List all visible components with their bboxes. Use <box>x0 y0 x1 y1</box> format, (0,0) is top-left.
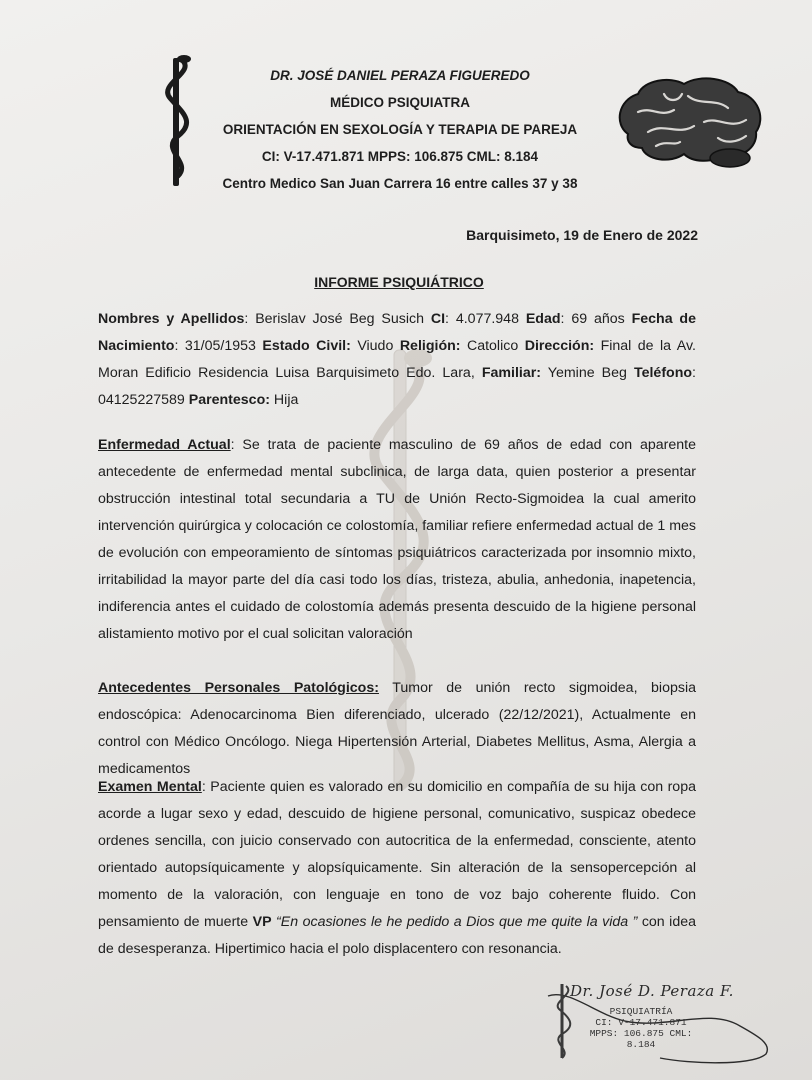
doctor-orientation: ORIENTACIÓN EN SEXOLOGÍA Y TERAPIA DE PAREJA <box>222 122 578 137</box>
patient-quote: “En ocasiones le he pedido a Dios que me quite la vida ” <box>276 914 638 930</box>
signature-stamp <box>540 978 780 1068</box>
report-date: Barquisimeto, 19 de Enero de 2022 <box>466 227 698 243</box>
label-ci: CI <box>430 311 446 327</box>
value-birth: 31/05/1953 <box>184 338 256 354</box>
mental-exam-text-end: con idea de desesperanza. Hipertimico hacia el polo displacentero con resonancia. <box>98 914 697 957</box>
mental-exam-label: Examen Mental <box>98 779 202 795</box>
label-address: Dirección: <box>524 338 595 354</box>
current-illness-section: Enfermedad Actual: Se trata de paciente masculino de 69 años de edad con aparente antecedente de enfermedad mental subclinica, de larga data, quien posterior a presentar obstrucción intestinal total secundaria a TU de Unión Recto-Sigmoidea la cual amerito intervención quirúrgica y colocación ce colostomía, familiar refiere enfermedad actual de 1 mes de evolución con empeoramiento de síntomas psiquiátricos caracterizada por insomnio mixto, irritabilidad la mayor parte del día casi todo los días, tristeza, abulia, anhedonia, inapetencia, indiferencia antes el cuidado de colostomía además presenta descuido de la higiene personal alistamiento motivo por el cual solicitan valoración <box>98 437 696 642</box>
value-phone: 04125227589 <box>98 392 185 408</box>
letterhead <box>200 62 600 197</box>
label-civil: Estado Civil: <box>262 338 351 354</box>
label-religion: Religión: <box>399 338 461 354</box>
current-illness-label: Enfermedad Actual <box>98 437 231 453</box>
label-birth: Fecha de Nacimiento <box>98 311 696 354</box>
doctor-name: DR. JOSÉ DANIEL PERAZA FIGUEREDO <box>270 68 530 83</box>
stamp-text <box>576 1006 706 1050</box>
report-title: INFORME PSIQUIÁTRICO <box>314 274 484 290</box>
value-family: Yemine Beg <box>547 365 627 381</box>
vp-label: VP <box>252 914 272 930</box>
value-ci: 4.077.948 <box>455 311 519 327</box>
value-address: Final de la Av. Moran Edificio Residencia Luisa Barquisimeto Edo. Lara <box>98 338 696 381</box>
mental-exam-section: Examen Mental: Paciente quien es valorado en su domicilio en compañía de su hija con ropa acorde a lugar sexo y edad, descuido de higiene personal, comunicativo, suspicaz obedece ordenes sencilla, con juicio conservado con autocritica de la enfermedad, consciente, atento orientado autopsíquicamente y alopsíquicamente. Sin alteración de la sensopercepción al momento de la valoración, con lenguaje en tono de voz bajo coherente fluido. Con pensamiento de muerte VP “En ocasiones le he pedido a Dios que me quite la vida ” con idea de desesperanza. Hipertimico hacia el polo displacentero con resonancia. <box>98 779 697 957</box>
label-relation: Parentesco: <box>188 392 270 408</box>
doctor-credentials: CI: V-17.471.871 MPPS: 106.875 CML: 8.184 <box>261 149 539 164</box>
patient-info: Nombres y Apellidos: Berislav José Beg Susich CI: 4.077.948 Edad: 69 años Fecha de Nacimiento: 31/05/1953 Estado Civil: Viudo Religión: Catolico Dirección: Final de la Av. Moran Edificio Residencia Luisa Barquisimeto Edo. Lara, Familiar: Yemine Beg Teléfono: 04125227589 Parentesco: Hija <box>98 311 696 408</box>
history-text: Tumor de unión recto sigmoidea, biopsia endoscópica: Adenocarcinoma Bien diferenciado, ulcerado (22/12/2021), Actualmente en control con Médico Oncólogo. Niega Hipertensión Arterial, Diabetes Mellitus, Asma, Alergia a medicamentos <box>98 680 697 777</box>
stamp-line-ci: CI: V-17.471.871 <box>595 1017 687 1028</box>
value-relation: Hija <box>273 392 299 408</box>
value-religion: Catolico <box>466 338 519 354</box>
brain-icon <box>608 72 768 172</box>
stamp-line-mpps: MPPS: 106.875 CML: 8.184 <box>589 1028 693 1050</box>
stamp-line-specialty: PSIQUIATRÍA <box>609 1006 673 1017</box>
value-names: Berislav José Beg Susich <box>255 311 424 327</box>
value-civil: Viudo <box>357 338 394 354</box>
clinic-address: Centro Medico San Juan Carrera 16 entre calles 37 y 38 <box>222 176 578 191</box>
current-illness-text: Se trata de paciente masculino de 69 años de edad con aparente antecedente de enfermedad mental subclinica, de larga data, quien posterior a presentar obstrucción intestinal total secundaria a TU de Unión Recto-Sigmoidea la cual amerito intervención quirúrgica y colocación ce colostomía, familiar refiere enfermedad actual de 1 mes de evolución con empeoramiento de síntomas psiquiátricos caracterizada por insomnio mixto, irritabilidad la mayor parte del día casi todo los días, tristeza, abulia, anhedonia, inapetencia, indiferencia antes el cuidado de colostomía además presenta descuido de la higiene personal alistamiento motivo por el cual solicitan valoración <box>98 437 696 642</box>
label-names: Nombres y Apellidos <box>98 311 245 327</box>
history-label: Antecedentes Personales Patológicos: <box>98 680 379 696</box>
label-family: Familiar: <box>481 365 541 381</box>
history-section <box>98 675 696 783</box>
label-phone: Teléfono <box>633 365 693 381</box>
asclepius-logo-icon <box>152 50 200 190</box>
signature-handwritten: Dr. José D. Peraza F. <box>570 982 734 1000</box>
value-age: 69 años <box>571 311 625 327</box>
doctor-specialty: MÉDICO PSIQUIATRA <box>329 95 470 110</box>
mental-exam-text: Paciente quien es valorado en su domicilio en compañía de su hija con ropa acorde a lugar sexo y edad, descuido de higiene personal, comunicativo, suspicaz obedece ordenes sencilla, con juicio conservado con autocritica de la enfermedad, consciente, atento orientado autopsíquicamente y alopsíquicamente. Sin alteración de la sensopercepción al momento de la valoración, con lenguaje en tono de voz bajo coherente fluido. Con pensamiento de muerte <box>98 779 696 930</box>
label-age: Edad <box>525 311 561 327</box>
